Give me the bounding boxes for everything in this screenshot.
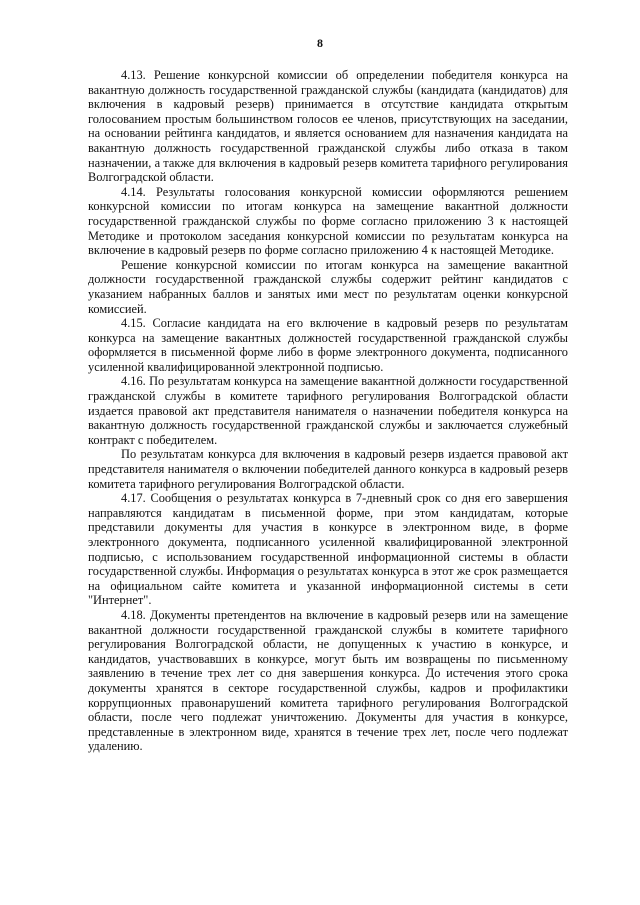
- paragraph-4-18: 4.18. Документы претендентов на включение в кадровый резерв или на замещение вакантной должности государственной гражданской службы в комитете тарифного регулирования Волгоградской области, не допущенных к участию в конкурсе, и кандидатов, участвовавших в конкурсе, могут быть им возвращены по письменному заявлению в течение трех лет со дня завершения конкурса. До истечения этого срока документы хранятся в секторе государственной службы, кадров и профилактики коррупционных правонарушений комитета тарифного регулирования Волгоградской области, после чего подлежат уничтожению. Документы для участия в конкурсе, представленные в электронном виде, хранятся в течение трех лет, после чего подлежат удалению.: [88, 607, 568, 754]
- paragraph-4-15: 4.15. Согласие кандидата на его включение в кадровый резерв по результатам конкурса на замещение вакантных должностей государственной гражданской службы оформляется в письменной форме либо в форме электронного документа, подписанного усиленной квалифицированной электронной подписью.: [88, 316, 568, 374]
- paragraph-4-13: 4.13. Решение конкурсной комиссии об определении победителя конкурса на вакантную должность государственной гражданской службы (кандидата (кандидатов) для включения в кадровый резерв) принимается в отсутствие кандидата открытым голосованием простым большинством голосов ее членов, присутствующих на заседании, на основании рейтинга кандидатов, и является основанием для назначения кандидата на вакантную должность государственной гражданской службы либо отказа в таком назначении, а также для включения в кадровый резерв комитета тарифного регулирования Волгоградской области.: [88, 68, 568, 185]
- document-body: [88, 68, 568, 754]
- paragraph-reserve-act: По результатам конкурса для включения в кадровый резерв издается правовой акт представителя нанимателя о включении победителей данного конкурса в кадровый резерв комитета тарифного регулирования Волгоградской области.: [88, 447, 568, 491]
- paragraph-4-16: 4.16. По результатам конкурса на замещение вакантной должности государственной гражданской службы в комитете тарифного регулирования Волгоградской области издается правовой акт представителя нанимателя о назначении победителя конкурса на вакантную должность государственной гражданской службы и заключается служебный контракт с победителем.: [88, 374, 568, 447]
- paragraph-commission-decision: Решение конкурсной комиссии по итогам конкурса на замещение вакантной должности государственной гражданской службы содержит рейтинг кандидатов с указанием набранных баллов и занятых ими мест по результатам оценки конкурсной комиссией.: [88, 257, 568, 316]
- paragraph-4-17: 4.17. Сообщения о результатах конкурса в 7-дневный срок со дня его завершения направляются кандидатам в письменной форме, при этом кандидатам, которые представили документы для участия в конкурсе в электронном виде, в форме электронного документа, подписанного усиленной квалифицированной электронной подписью, с использованием государственной информационной системы в области государственной службы. Информация о результатах конкурса в этот же срок размещается на официальном сайте комитета и указанной информационной системы в сети "Интернет".: [88, 491, 568, 608]
- paragraph-4-14: 4.14. Результаты голосования конкурсной комиссии оформляются решением конкурсной комиссии по итогам конкурса на замещение вакантной должности государственной гражданской службы по форме согласно приложению 3 к настоящей Методике и протоколом заседания конкурсной комиссии по результатам конкурса на включение в кадровый резерв по форме согласно приложению 4 к настоящей Методике.: [88, 184, 568, 258]
- page-number: 8: [317, 36, 323, 50]
